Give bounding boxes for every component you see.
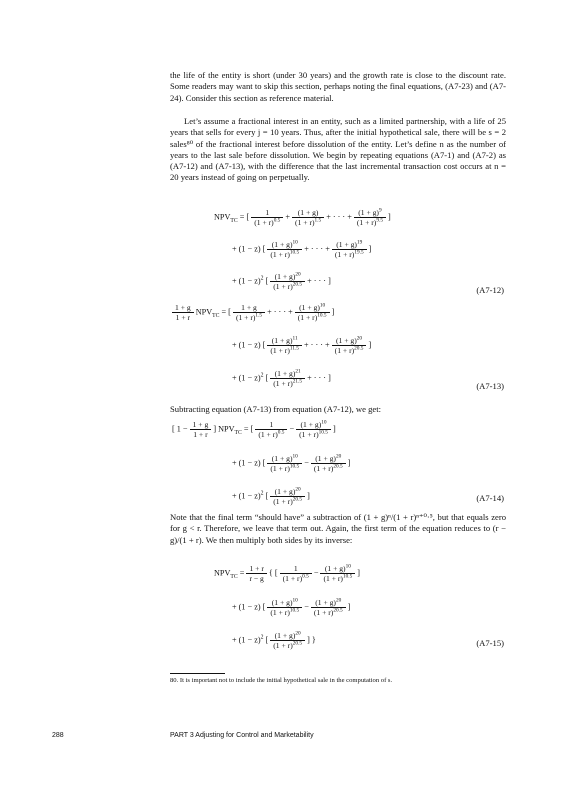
footnote-divider [170, 673, 225, 674]
paragraph-assumption: Let’s assume a fractional interest in an entity, such as a limited partnership, with a life of 25 years that sells for every j = 10 years. Thus, after the initial hypothetical sale, there will be s = 2 sales⁸⁰ of the fractional interest before dissolution of the entity. Let’s define n as the number of years to the last sale before dissolution. We begin by repeating equations (A7-1) and (A7-2) as (A7-12) and (A7-13), with the difference that the last incremental transaction cost occurs at n = 20 years instead of going on perpetually. [170, 116, 506, 183]
equation-a7-15-line1: $NPV_{TC}$ = $\frac{1 + r}{r - g}$ { [ $\frac{1}{(1 + r)^{0.5}}$ − $\frac{(1 + g)^{10}}{(1 + r)^{10.5}}$ ] [214, 563, 361, 583]
paragraph-intro: the life of the entity is short (under 30 years) and the growth rate is close to the discount rate. Some readers may want to skip this section, perhaps noting the final equations, (A7-23) and (A7-24). Consider this section as reference material. [170, 70, 506, 103]
paragraph-note: Note that the final term “should have” a subtraction of (1 + g)ⁿ/(1 + r)ⁿ⁺⁰·⁵, but that equals zero for g < r. Therefore, we leave that term out. Again, the first term of the equation reduces to (r − g)/(1 + r). We then multiply both sides by its inverse: [170, 512, 506, 545]
equation-a7-14-line2: + (1 − z) [ $\frac{(1 + g)^{10}}{(1 + r)^{10.5}}$ − $\frac{(1 + g)^{20}}{(1 + r)^{20.5}}$ ] [232, 453, 351, 473]
equation-a7-15-line2: + (1 − z) [ $\frac{(1 + g)^{10}}{(1 + r)^{10.5}}$ − $\frac{(1 + g)^{20}}{(1 + r)^{20.5}}$ ] [232, 597, 351, 617]
equation-a7-13-line2: + (1 − z) [ $\frac{(1 + g)^{11}}{(1 + r)^{11.5}}$ + · · · + $\frac{(1 + g)^{20}}{(1 + r)^{20.5}}$ ] [232, 335, 372, 355]
paragraph-subtract: Subtracting equation (A7-13) from equation (A7-12), we get: [170, 404, 381, 414]
equation-number-a7-14: (A7-14) [476, 493, 504, 503]
equation-a7-15-line3: + $(1 - z)^2$ [ $\frac{(1 + g)^{20}}{(1 + r)^{20.5}}$ ] } [232, 630, 316, 650]
equation-a7-14-line3: + $(1 - z)^2$ [ $\frac{(1 + g)^{20}}{(1 + r)^{20.5}}$ ] [232, 486, 310, 506]
equation-number-a7-13: (A7-13) [476, 381, 504, 391]
equation-a7-14-line1: [ 1 − $\frac{1 + g}{1 + r}$ ] $NPV_{TC}$ = [ $\frac{1}{(1 + r)^{0.5}}$ − $\frac{(1 + g)^{10}}{(1 + r)^{10.5}}$ ] [172, 419, 336, 439]
equation-number-a7-15: (A7-15) [476, 638, 504, 648]
page-number: 288 [52, 732, 64, 739]
equation-a7-13-line3: + $(1 - z)^2$ [ $\frac{(1 + g)^{21}}{(1 + r)^{21.5}}$ + · · · ] [232, 368, 331, 388]
equation-a7-12-line3: + $(1 - z)^2$ [ $\frac{(1 + g)^{20}}{(1 + r)^{20.5}}$ + · · · ] [232, 271, 331, 291]
equation-number-a7-12: (A7-12) [476, 285, 504, 295]
footnote: 80. It is important not to include the initial hypothetical sale in the computation of s. [170, 677, 393, 684]
running-head: PART 3 Adjusting for Control and Marketability [170, 732, 314, 739]
equation-a7-13-line1: $\frac{1 + g}{1 + r}$ $NPV_{TC}$ = [ $\frac{1 + g}{(1 + r)^{1.5}}$ + · · · + $\frac{(1 + g)^{10}}{(1 + r)^{10.5}}$ ] [172, 303, 334, 322]
equation-a7-12-line1: $NPV_{TC}$ = [ $\frac{1}{(1 + r)^{0.5}}$ + $\frac{(1 + g)}{(1 + r)^{1.5}}$ + · · · + $\frac{(1 + g)^9}{(1 + r)^{9.5}}$ ] [214, 207, 391, 227]
equation-a7-12-line2: + (1 − z) [ $\frac{(1 + g)^{10}}{(1 + r)^{10.5}}$ + · · · + $\frac{(1 + g)^{19}}{(1 + r)^{19.5}}$ ] [232, 239, 372, 259]
